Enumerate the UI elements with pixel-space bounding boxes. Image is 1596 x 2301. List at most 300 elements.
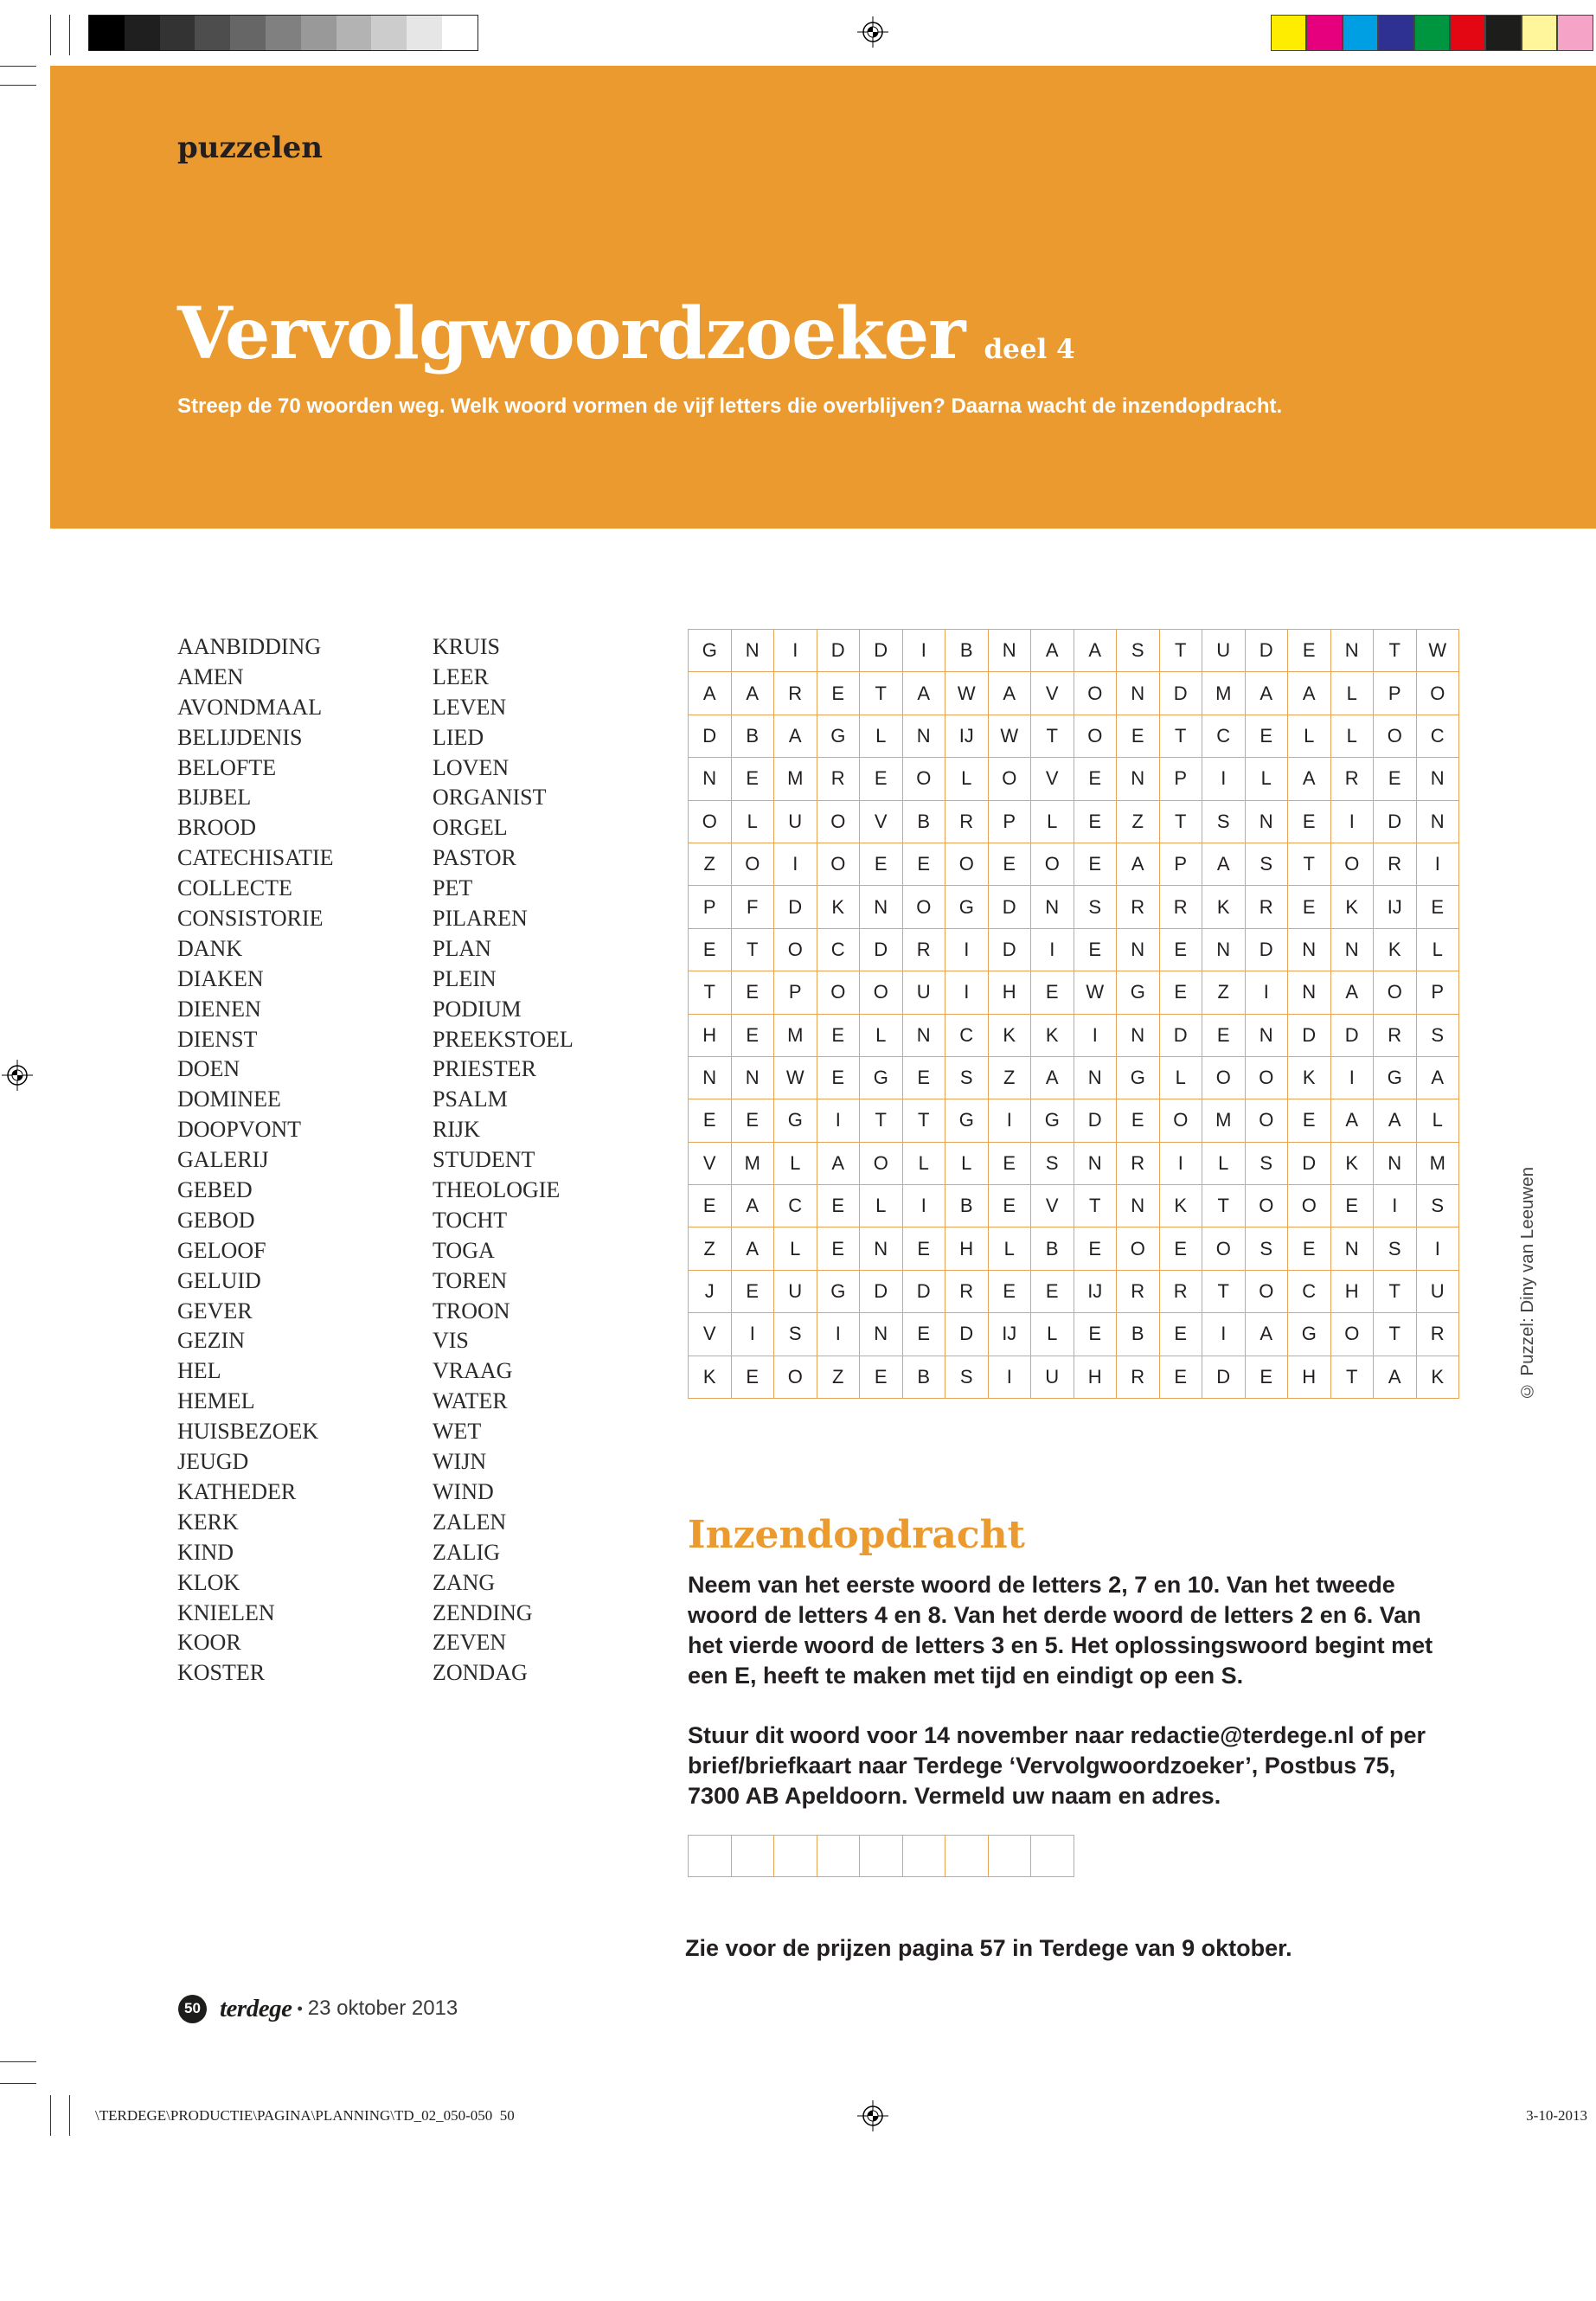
grid-cell: N [1117, 929, 1160, 971]
instruction-line: het vierde woord de letters 3 en 5. Het oplossingswoord begint met [688, 1632, 1433, 1658]
color-swatch [1450, 15, 1485, 51]
word-list-item: BIJBEL [177, 785, 252, 811]
word-list-item: KERK [177, 1509, 239, 1535]
grid-cell: S [1117, 630, 1160, 672]
grayscale-swatch [266, 16, 301, 50]
word-list-item: WIND [433, 1478, 494, 1504]
grid-cell: I [989, 1099, 1032, 1142]
grid-cell: A [989, 672, 1032, 715]
grid-cell: T [903, 1099, 946, 1142]
grayscale-calibration-bar [88, 15, 478, 51]
grid-cell: G [817, 1271, 861, 1313]
grid-cell: N [1417, 801, 1460, 843]
grid-cell: L [1288, 715, 1331, 758]
grid-cell: L [1417, 929, 1460, 971]
grid-cell: Z [1117, 801, 1160, 843]
grid-cell: A [903, 672, 946, 715]
grid-cell: O [817, 801, 861, 843]
grid-cell: W [1074, 971, 1118, 1014]
grid-cell: O [1417, 672, 1460, 715]
grid-cell: L [774, 1143, 817, 1185]
grid-cell: G [774, 1099, 817, 1142]
grid-cell: O [989, 758, 1032, 800]
grid-cell: E [1160, 1227, 1203, 1270]
answer-box [774, 1836, 817, 1876]
grid-cell: B [1031, 1227, 1074, 1270]
grid-cell: E [1074, 758, 1118, 800]
grid-cell: A [1031, 1057, 1074, 1099]
grid-cell: S [1246, 843, 1289, 886]
instruction-text: Streep de 70 woorden weg. Welk woord vormen de vijf letters die overblijven? Daarna wacht de inzendopdracht. [177, 394, 1283, 418]
grid-cell: E [817, 672, 861, 715]
grid-cell: V [1031, 1185, 1074, 1227]
word-list-item: ORGANIST [433, 785, 547, 811]
grid-cell: A [732, 1227, 775, 1270]
grid-cell: O [860, 1143, 903, 1185]
color-swatch [1522, 15, 1557, 51]
grid-cell: A [1288, 758, 1331, 800]
grid-cell: T [1331, 1356, 1375, 1399]
grid-cell: D [1160, 1015, 1203, 1057]
grid-cell: D [860, 630, 903, 672]
grid-cell: K [817, 886, 861, 928]
grayscale-swatch [301, 16, 337, 50]
word-list-item: BELOFTE [177, 754, 277, 780]
grid-cell: E [1074, 929, 1118, 971]
word-list-item: ORGEL [433, 815, 508, 841]
grid-cell: L [1417, 1099, 1460, 1142]
grid-cell: E [1331, 1185, 1375, 1227]
grid-cell: P [1417, 971, 1460, 1014]
grid-cell: E [817, 1185, 861, 1227]
instruction-line: woord de letters 4 en 8. Van het derde woord de letters 2 en 6. Van [688, 1602, 1421, 1628]
grid-cell: Z [817, 1356, 861, 1399]
footer-separator: • [297, 1999, 303, 2017]
grid-cell: D [860, 929, 903, 971]
grid-cell: C [1202, 715, 1246, 758]
grid-cell: D [1374, 801, 1417, 843]
grid-cell: E [903, 843, 946, 886]
grid-cell: D [774, 886, 817, 928]
grid-cell: N [1117, 1185, 1160, 1227]
grid-cell: R [1117, 1356, 1160, 1399]
grid-cell: S [774, 1313, 817, 1356]
grayscale-swatch [230, 16, 266, 50]
color-swatch [1343, 15, 1378, 51]
grid-cell: S [1031, 1143, 1074, 1185]
grid-cell: N [1331, 630, 1375, 672]
word-list-item: KLOK [177, 1569, 240, 1595]
grid-cell: L [989, 1227, 1032, 1270]
grayscale-swatch [371, 16, 407, 50]
word-list-item: TOREN [433, 1267, 508, 1293]
grid-cell: O [1031, 843, 1074, 886]
grid-cell: E [903, 1227, 946, 1270]
word-list-item: ZONDAG [433, 1660, 528, 1686]
answer-box [732, 1836, 775, 1876]
grid-cell: O [1246, 1099, 1289, 1142]
grid-cell: L [1160, 1057, 1203, 1099]
word-list-item: HEL [177, 1358, 221, 1384]
grid-cell: M [1202, 672, 1246, 715]
grid-cell: T [1374, 630, 1417, 672]
word-list-item: STUDENT [433, 1147, 535, 1173]
grid-cell: I [1074, 1015, 1118, 1057]
grid-cell: Z [989, 1057, 1032, 1099]
color-swatch [1271, 15, 1306, 51]
grid-cell: O [903, 886, 946, 928]
grid-cell: I [945, 971, 989, 1014]
word-list-item: THEOLOGIE [433, 1177, 561, 1203]
grid-cell: U [903, 971, 946, 1014]
grid-cell: V [689, 1143, 732, 1185]
grid-cell: O [1246, 1057, 1289, 1099]
grid-cell: A [1374, 1356, 1417, 1399]
grid-cell: D [817, 630, 861, 672]
grid-cell: H [1288, 1356, 1331, 1399]
grid-cell: V [1031, 758, 1074, 800]
grid-cell: IJ [1374, 886, 1417, 928]
word-list-item: TOCHT [433, 1207, 508, 1233]
grid-cell: S [1417, 1015, 1460, 1057]
grid-cell: Z [689, 843, 732, 886]
word-list-item: LEVEN [433, 694, 507, 720]
grid-cell: T [860, 1099, 903, 1142]
grid-cell: D [1246, 929, 1289, 971]
grid-cell: E [1202, 1015, 1246, 1057]
color-swatch [1557, 15, 1593, 51]
grid-cell: K [1031, 1015, 1074, 1057]
grid-cell: E [732, 1271, 775, 1313]
grid-cell: IJ [945, 715, 989, 758]
word-list-item: WET [433, 1419, 482, 1445]
grid-cell: R [1117, 1271, 1160, 1313]
word-list-item: ZANG [433, 1569, 496, 1595]
grayscale-swatch [337, 16, 372, 50]
crop-mark [0, 2061, 36, 2062]
grid-cell: O [732, 843, 775, 886]
grid-cell: E [1288, 1099, 1331, 1142]
word-list-item: CATECHISATIE [177, 845, 334, 871]
grid-cell: A [1074, 630, 1118, 672]
grid-cell: E [1117, 1099, 1160, 1142]
word-list-item: KOSTER [177, 1660, 266, 1686]
grid-cell: V [1031, 672, 1074, 715]
word-list-item: PREEKSTOEL [433, 1026, 574, 1052]
grid-cell: D [1160, 672, 1203, 715]
grid-cell: I [774, 630, 817, 672]
grid-cell: M [774, 758, 817, 800]
page-title-text: Vervolgwoordzoeker [177, 292, 965, 375]
grayscale-swatch [407, 16, 442, 50]
grid-cell: A [1374, 1099, 1417, 1142]
grid-cell: T [1031, 715, 1074, 758]
grid-cell: N [1202, 929, 1246, 971]
grid-cell: S [1074, 886, 1118, 928]
grid-cell: K [989, 1015, 1032, 1057]
grid-cell: O [1331, 1313, 1375, 1356]
grid-cell: T [860, 672, 903, 715]
grid-cell: N [1288, 971, 1331, 1014]
grid-cell: N [903, 715, 946, 758]
grayscale-swatch [442, 16, 478, 50]
answer-box [903, 1836, 946, 1876]
grid-cell: D [689, 715, 732, 758]
brand-logo: terdege [220, 1994, 292, 2022]
grid-cell: M [1417, 1143, 1460, 1185]
grid-cell: N [860, 1313, 903, 1356]
grid-cell: E [1288, 630, 1331, 672]
grid-cell: G [945, 886, 989, 928]
grid-cell: G [1374, 1057, 1417, 1099]
grid-cell: O [945, 843, 989, 886]
grid-cell: E [1031, 971, 1074, 1014]
grid-cell: IJ [989, 1313, 1032, 1356]
grid-cell: N [1074, 1057, 1118, 1099]
grid-cell: T [689, 971, 732, 1014]
grid-cell: P [989, 801, 1032, 843]
grid-cell: A [1202, 843, 1246, 886]
grid-cell: N [1117, 1015, 1160, 1057]
word-search-grid [688, 629, 1459, 1399]
grid-cell: R [945, 801, 989, 843]
grid-cell: G [689, 630, 732, 672]
grid-cell: K [1288, 1057, 1331, 1099]
grid-cell: O [1331, 843, 1375, 886]
grid-cell: IJ [1074, 1271, 1118, 1313]
grid-cell: E [732, 1099, 775, 1142]
word-list-column-2 [433, 632, 574, 1689]
grid-cell: A [817, 1143, 861, 1185]
grid-cell: A [1117, 843, 1160, 886]
grid-cell: L [860, 715, 903, 758]
grid-cell: D [1288, 1143, 1331, 1185]
grid-cell: S [1246, 1227, 1289, 1270]
grid-cell: K [1202, 886, 1246, 928]
grayscale-swatch [195, 16, 230, 50]
page-title [177, 292, 1075, 375]
grid-cell: E [817, 1227, 861, 1270]
crop-mark [69, 15, 70, 55]
crop-mark [0, 66, 36, 67]
instruction-line: Neem van het eerste woord de letters 2, 7 en 10. Van het tweede [688, 1572, 1395, 1598]
grid-cell: T [1160, 715, 1203, 758]
word-list-item: BROOD [177, 815, 257, 841]
grid-cell: C [817, 929, 861, 971]
grid-cell: D [860, 1271, 903, 1313]
grid-cell: U [774, 801, 817, 843]
grid-cell: D [945, 1313, 989, 1356]
grid-cell: I [817, 1099, 861, 1142]
grid-cell: T [1160, 801, 1203, 843]
word-list-item: PASTOR [433, 845, 516, 871]
grid-cell: I [1374, 1185, 1417, 1227]
grid-cell: N [1288, 929, 1331, 971]
grid-cell: E [1288, 886, 1331, 928]
grid-cell: E [732, 1015, 775, 1057]
grid-cell: E [1160, 971, 1203, 1014]
color-swatch [1306, 15, 1342, 51]
grid-cell: O [1202, 1227, 1246, 1270]
grid-cell: O [1202, 1057, 1246, 1099]
grid-cell: W [989, 715, 1032, 758]
grid-cell: A [1246, 1313, 1289, 1356]
answer-box [817, 1836, 861, 1876]
grid-cell: K [1331, 1143, 1375, 1185]
word-list-item: HEMEL [177, 1388, 255, 1414]
word-list-item: GEZIN [177, 1328, 245, 1354]
grid-cell: O [817, 971, 861, 1014]
word-list-item: HUISBEZOEK [177, 1419, 319, 1445]
grid-cell: G [945, 1099, 989, 1142]
grid-cell: R [1417, 1313, 1460, 1356]
answer-boxes [688, 1835, 1074, 1877]
grid-cell: A [1246, 672, 1289, 715]
crop-mark [50, 2095, 51, 2136]
word-list-item: DOOPVONT [177, 1117, 301, 1143]
grid-cell: E [732, 971, 775, 1014]
grid-cell: R [1331, 758, 1375, 800]
grid-cell: M [732, 1143, 775, 1185]
grid-cell: P [689, 886, 732, 928]
grid-cell: O [774, 1356, 817, 1399]
title-part: deel 4 [984, 334, 1075, 365]
grid-cell: E [732, 1356, 775, 1399]
grid-cell: T [1288, 843, 1331, 886]
grid-cell: E [1417, 886, 1460, 928]
word-list-item: DOMINEE [177, 1086, 281, 1112]
grid-cell: H [989, 971, 1032, 1014]
grid-cell: W [774, 1057, 817, 1099]
grid-cell: N [1417, 758, 1460, 800]
grid-cell: U [1202, 630, 1246, 672]
grid-cell: A [732, 1185, 775, 1227]
grid-cell: C [774, 1185, 817, 1227]
grid-cell: E [1074, 843, 1118, 886]
grid-cell: O [1074, 715, 1118, 758]
grid-cell: N [689, 758, 732, 800]
grid-cell: E [1160, 1313, 1203, 1356]
color-swatch [1378, 15, 1413, 51]
grid-cell: I [1202, 1313, 1246, 1356]
crop-mark [0, 85, 36, 86]
grid-cell: I [1417, 843, 1460, 886]
grid-cell: I [945, 929, 989, 971]
grid-cell: P [1374, 672, 1417, 715]
grid-cell: E [989, 1185, 1032, 1227]
word-list-item: GEVER [177, 1298, 253, 1324]
grid-cell: O [689, 801, 732, 843]
grid-cell: O [1117, 1227, 1160, 1270]
grid-cell: L [1202, 1143, 1246, 1185]
grid-cell: O [860, 971, 903, 1014]
grid-cell: T [1202, 1185, 1246, 1227]
grayscale-swatch [89, 16, 125, 50]
word-list-item: DIAKEN [177, 965, 264, 991]
grid-cell: G [1031, 1099, 1074, 1142]
grid-cell: R [903, 929, 946, 971]
grid-cell: E [860, 843, 903, 886]
grid-cell: H [1331, 1271, 1375, 1313]
grid-cell: N [989, 630, 1032, 672]
grid-cell: I [817, 1313, 861, 1356]
grid-cell: E [1031, 1271, 1074, 1313]
grid-cell: I [1202, 758, 1246, 800]
grid-cell: N [1331, 1227, 1375, 1270]
word-list-item: AMEN [177, 663, 244, 689]
word-list-item: PSALM [433, 1086, 508, 1112]
grid-cell: B [945, 1185, 989, 1227]
grid-cell: E [989, 843, 1032, 886]
grid-cell: D [1202, 1356, 1246, 1399]
grid-cell: L [860, 1185, 903, 1227]
submission-heading: Inzendopdracht [688, 1513, 1025, 1557]
grid-cell: T [732, 929, 775, 971]
word-list-item: WIJN [433, 1449, 487, 1475]
grid-cell: B [903, 801, 946, 843]
grid-cell: N [903, 1015, 946, 1057]
word-list-item: GEBOD [177, 1207, 255, 1233]
grid-cell: U [1031, 1356, 1074, 1399]
grid-cell: A [774, 715, 817, 758]
grid-cell: E [989, 1271, 1032, 1313]
grid-cell: G [860, 1057, 903, 1099]
grid-cell: C [1417, 715, 1460, 758]
grid-cell: I [989, 1356, 1032, 1399]
grid-cell: L [945, 1143, 989, 1185]
grid-cell: S [945, 1356, 989, 1399]
word-list-item: TOGA [433, 1237, 495, 1263]
color-swatch [1485, 15, 1521, 51]
color-swatch [1414, 15, 1450, 51]
grid-cell: I [774, 843, 817, 886]
grid-cell: R [1117, 1143, 1160, 1185]
grid-cell: O [903, 758, 946, 800]
grid-cell: O [1246, 1185, 1289, 1227]
grid-cell: E [989, 1143, 1032, 1185]
grid-cell: K [1160, 1185, 1203, 1227]
section-label: puzzelen [177, 131, 324, 165]
grid-cell: E [689, 929, 732, 971]
grid-cell: W [1417, 630, 1460, 672]
word-list-item: KIND [177, 1539, 234, 1565]
word-list-item: GEBED [177, 1177, 253, 1203]
word-list-item: GELOOF [177, 1237, 266, 1263]
registration-mark-icon [857, 16, 888, 48]
send-to-line: Stuur dit woord voor 14 november naar redactie@terdege.nl of per [688, 1722, 1426, 1748]
instruction-line: een E, heeft te maken met tijd en eindigt op een S. [688, 1663, 1244, 1689]
grid-cell: N [1246, 1015, 1289, 1057]
grid-cell: R [1160, 1271, 1203, 1313]
grid-cell: G [1117, 971, 1160, 1014]
grid-cell: O [1074, 672, 1118, 715]
word-list-item: KOOR [177, 1630, 241, 1656]
grid-cell: E [903, 1313, 946, 1356]
grid-cell: E [1160, 929, 1203, 971]
word-list-item: AANBIDDING [177, 634, 322, 659]
grid-cell: O [1374, 971, 1417, 1014]
send-to-line: 7300 AB Apeldoorn. Vermeld uw naam en adres. [688, 1783, 1221, 1809]
grid-cell: I [903, 630, 946, 672]
grid-cell: Z [1202, 971, 1246, 1014]
grid-cell: M [774, 1015, 817, 1057]
grid-cell: I [1031, 929, 1074, 971]
grid-cell: D [1331, 1015, 1375, 1057]
issue-date: 23 oktober 2013 [307, 1997, 458, 2020]
word-list-item: VRAAG [433, 1358, 513, 1384]
grid-cell: E [1117, 715, 1160, 758]
grid-cell: S [1202, 801, 1246, 843]
